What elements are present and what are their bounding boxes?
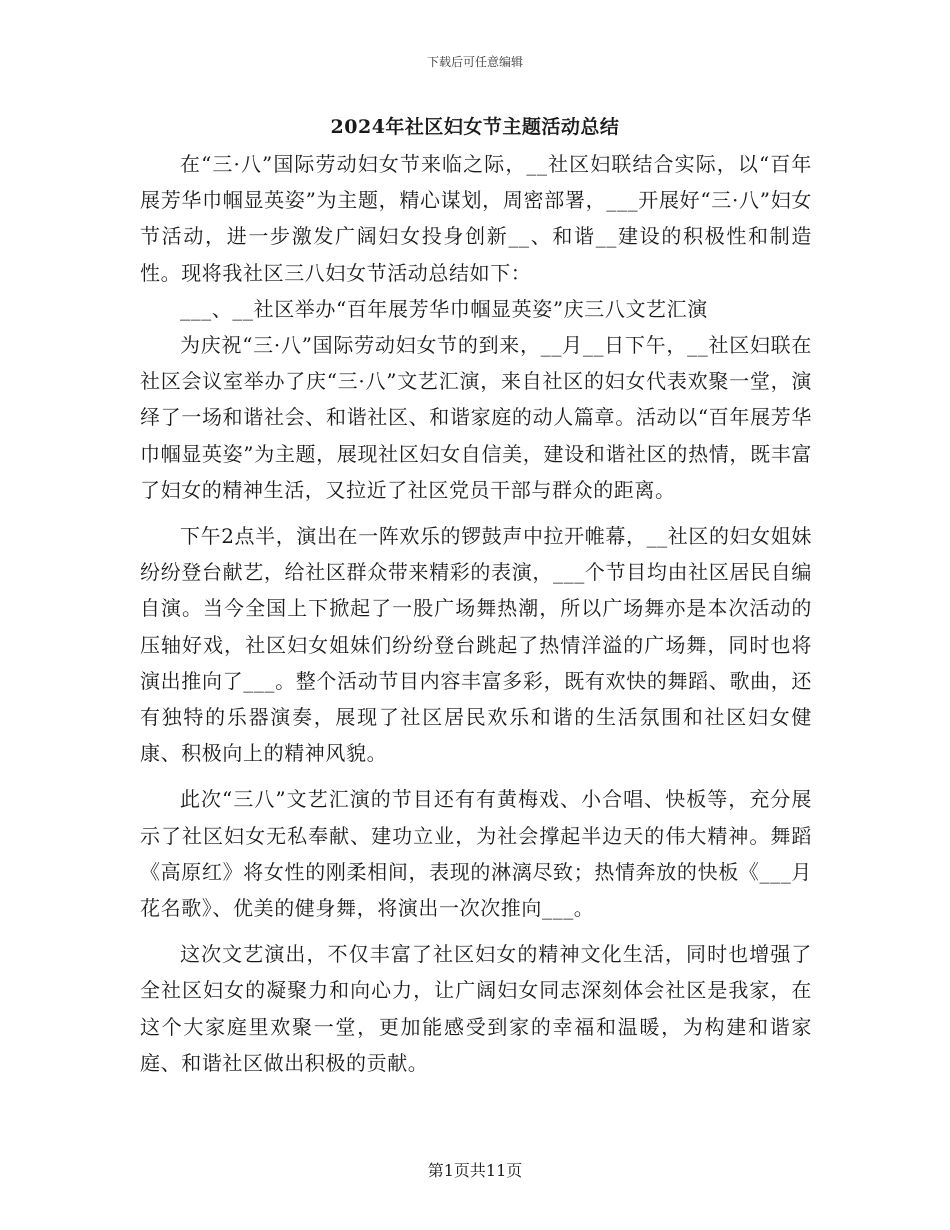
page-footer: 第1页共11页 [427,1161,523,1180]
paragraph-event: 为庆祝“三·八”国际劳动妇女节的到来，__月__日下午，__社区妇联在社区会议室举办了庆“三·八”文艺汇演，来自社区的妇女代表欢聚一堂，演绎了一场和谐社会、和谐社区、和谐家庭的动人篇章。活动以“百年展芳华巾帼显英姿”为主题，展现社区妇女自信美，建设和谐社区的热情，既丰富了妇女的精神生活，又拉近了社区党员干部与群众的距离。 [140,333,812,502]
paragraph-programs: 此次“三八”文艺汇演的节目还有有黄梅戏、小合唱、快板等，充分展示了社区妇女无私奉献、建功立业，为社会撑起半边天的伟大精神。舞蹈《高原红》将女性的刚柔相间，表现的淋漓尽致；热情奔放的快板《___月花名歌》、优美的健身舞，将演出一次次推向___。 [140,787,812,921]
document-body [140,146,812,1081]
paragraph-intro: 在“三·八”国际劳动妇女节来临之际，__社区妇联结合实际，以“百年展芳华巾帼显英姿”为主题，精心谋划，周密部署，___开展好“三·八”妇女节活动，进一步激发广阔妇女投身创新__、和谐__建设的积极性和制造性。现将我社区三八妇女节活动总结如下： [140,152,812,285]
section-heading: ___、__社区举办“百年展芳华巾帼显英姿”庆三八文艺汇演 [180,296,708,321]
paragraph-conclusion: 这次文艺演出，不仅丰富了社区妇女的精神文化生活，同时也增强了全社区妇女的凝聚力和向心力，让广阔妇女同志深刻体会社区是我家，在这个大家庭里欢聚一堂，更加能感受到家的幸福和温暖，为构建和谐家庭、和谐社区做出积极的贡献。 [140,942,812,1075]
header-note: 下载后可任意编辑 [426,55,523,69]
document-title: 2024年社区妇女节主题活动总结 [330,116,620,138]
paragraph-performance: 下午2点半，演出在一阵欢乐的锣鼓声中拉开帷幕，__社区的妇女姐妹纷纷登台献艺，给社区群众带来精彩的表演，___个节目均由社区居民自编自演。当今全国上下掀起了一股广场舞热潮，所以广场舞亦是本次活动的压轴好戏，社区妇女姐妹们纷纷登台跳起了热情洋溢的广场舞，同时也将演出推向了___。整个活动节目内容丰富多彩，既有欢快的舞蹈、歌曲，还有独特的乐器演奏，展现了社区居民欢乐和谐的生活氛围和社区妇女健康、积极向上的精神风貌。 [140,524,812,766]
